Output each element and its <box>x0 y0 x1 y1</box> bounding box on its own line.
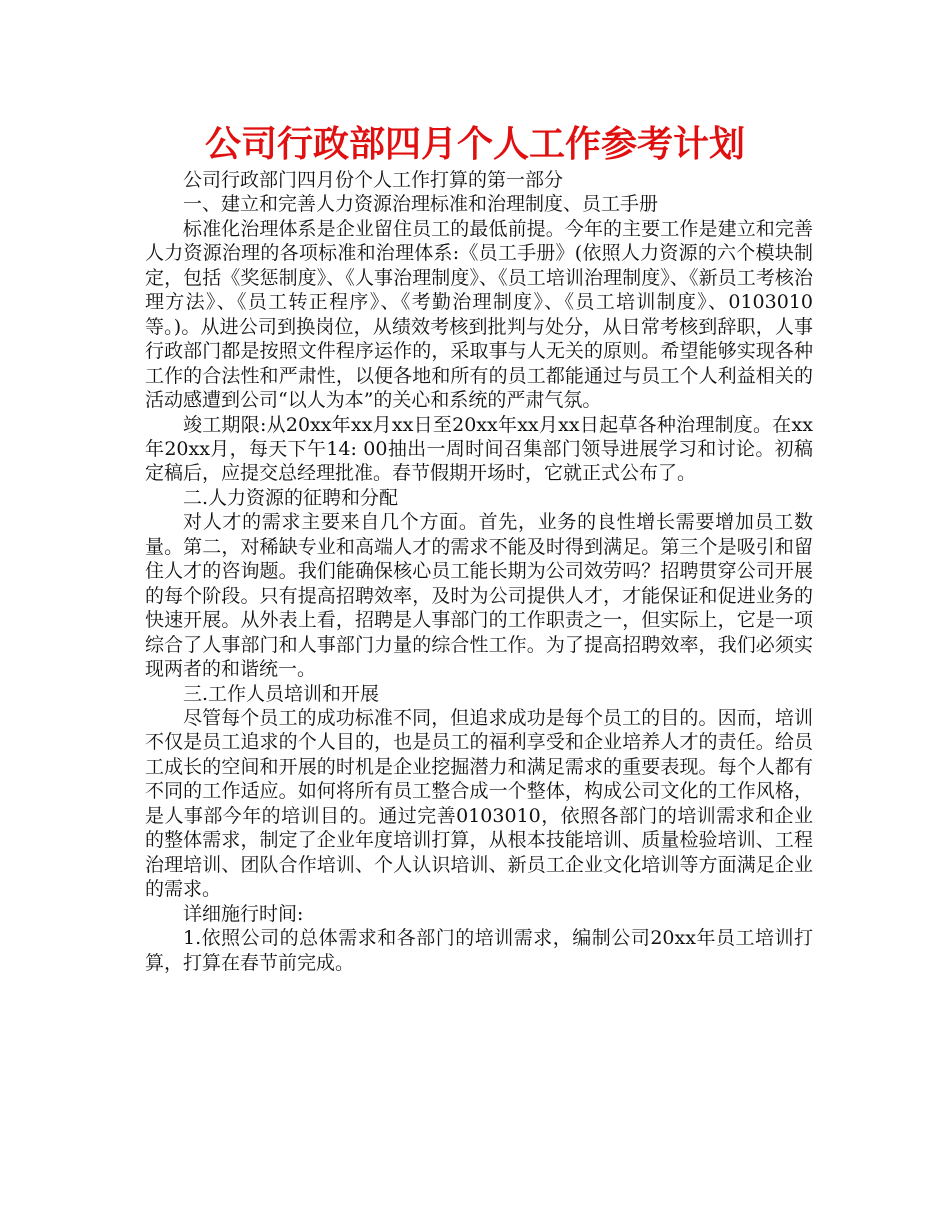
document-body <box>145 168 813 975</box>
subheading-schedule: 详细施行时间: <box>183 902 304 925</box>
section-heading-1: 一、建立和完善人力资源治理标准和治理制度、员工手册 <box>183 193 659 216</box>
paragraph: 尽管每个员工的成功标准不同，但追求成功是每个员工的目的。因而，培训不仅是员工追求的个人目的，也是员工的福利享受和企业培养人才的责任。给员工成长的空间和开展的时机是企业挖掘潜力和满足需求的重要表现。每个人都有不同的工作适应。如何将所有员工整合成一个整体，构成公司文化的工作风格，是人事部今年的培训目的。通过完善0103010，依照各部门的培训需求和企业的整体需求，制定了企业年度培训打算，从根本技能培训、质量检验培训、工程治理培训、团队合作培训、个人认识培训、新员工企业文化培训等方面满足企业的需求。 <box>145 706 813 901</box>
section-heading-3: 三.工作人员培训和开展 <box>183 682 380 705</box>
paragraph-intro: 公司行政部门四月份个人工作打算的第一部分 <box>183 169 564 191</box>
paragraph: 对人才的需求主要来自几个方面。首先，业务的良性增长需要增加员工数量。第二，对稀缺专业和高端人才的需求不能及时得到满足。第三个是吸引和留住人才的咨询题。我们能确保核心员工能长期为公司效劳吗？招聘贯穿公司开展的每个阶段。只有提高招聘效率，及时为公司提供人才，才能保证和促进业务的快速开展。从外表上看，招聘是人事部门的工作职责之一，但实际上，它是一项综合了人事部门和人事部门力量的综合性工作。为了提高招聘效率，我们必须实现两者的和谐统一。 <box>145 511 813 681</box>
section-heading-2: 二.人力资源的征聘和分配 <box>183 486 399 509</box>
paragraph: 竣工期限:从20xx年xx月xx日至20xx年xx月xx日起草各种治理制度。在xx年20xx月，每天下午14: 00抽出一周时间召集部门领导进展学习和讨论。初稿定稿后，应提交总经理批准。春节假期开场时，它就正式公布了。 <box>145 413 813 485</box>
document-title: 公司行政部四月个人工作参考计划 <box>204 124 745 165</box>
paragraph: 标准化治理体系是企业留住员工的最低前提。今年的主要工作是建立和完善人力资源治理的各项标准和治理体系:《员工手册》(依照人力资源的六个模块制定，包括《奖惩制度》、《人事治理制度》、《员工培训治理制度》、《新员工考核治理方法》、《员工转正程序》、《考勤治理制度》、《员工培训制度》、0103010等。)。从进公司到换岗位，从绩效考核到批判与处分，从日常考核到辞职，人事行政部门都是按照文件程序运作的，采取事与人无关的原则。希望能够实现各种工作的合法性和严肃性，以便各地和所有的员工都能通过与员工个人利益相关的活动感遭到公司“以人为本”的关心和系统的严肃气氛。 <box>145 217 813 412</box>
list-item: 1.依照公司的总体需求和各部门的培训需求，编制公司20xx年员工培训打算，打算在春节前完成。 <box>145 927 813 974</box>
